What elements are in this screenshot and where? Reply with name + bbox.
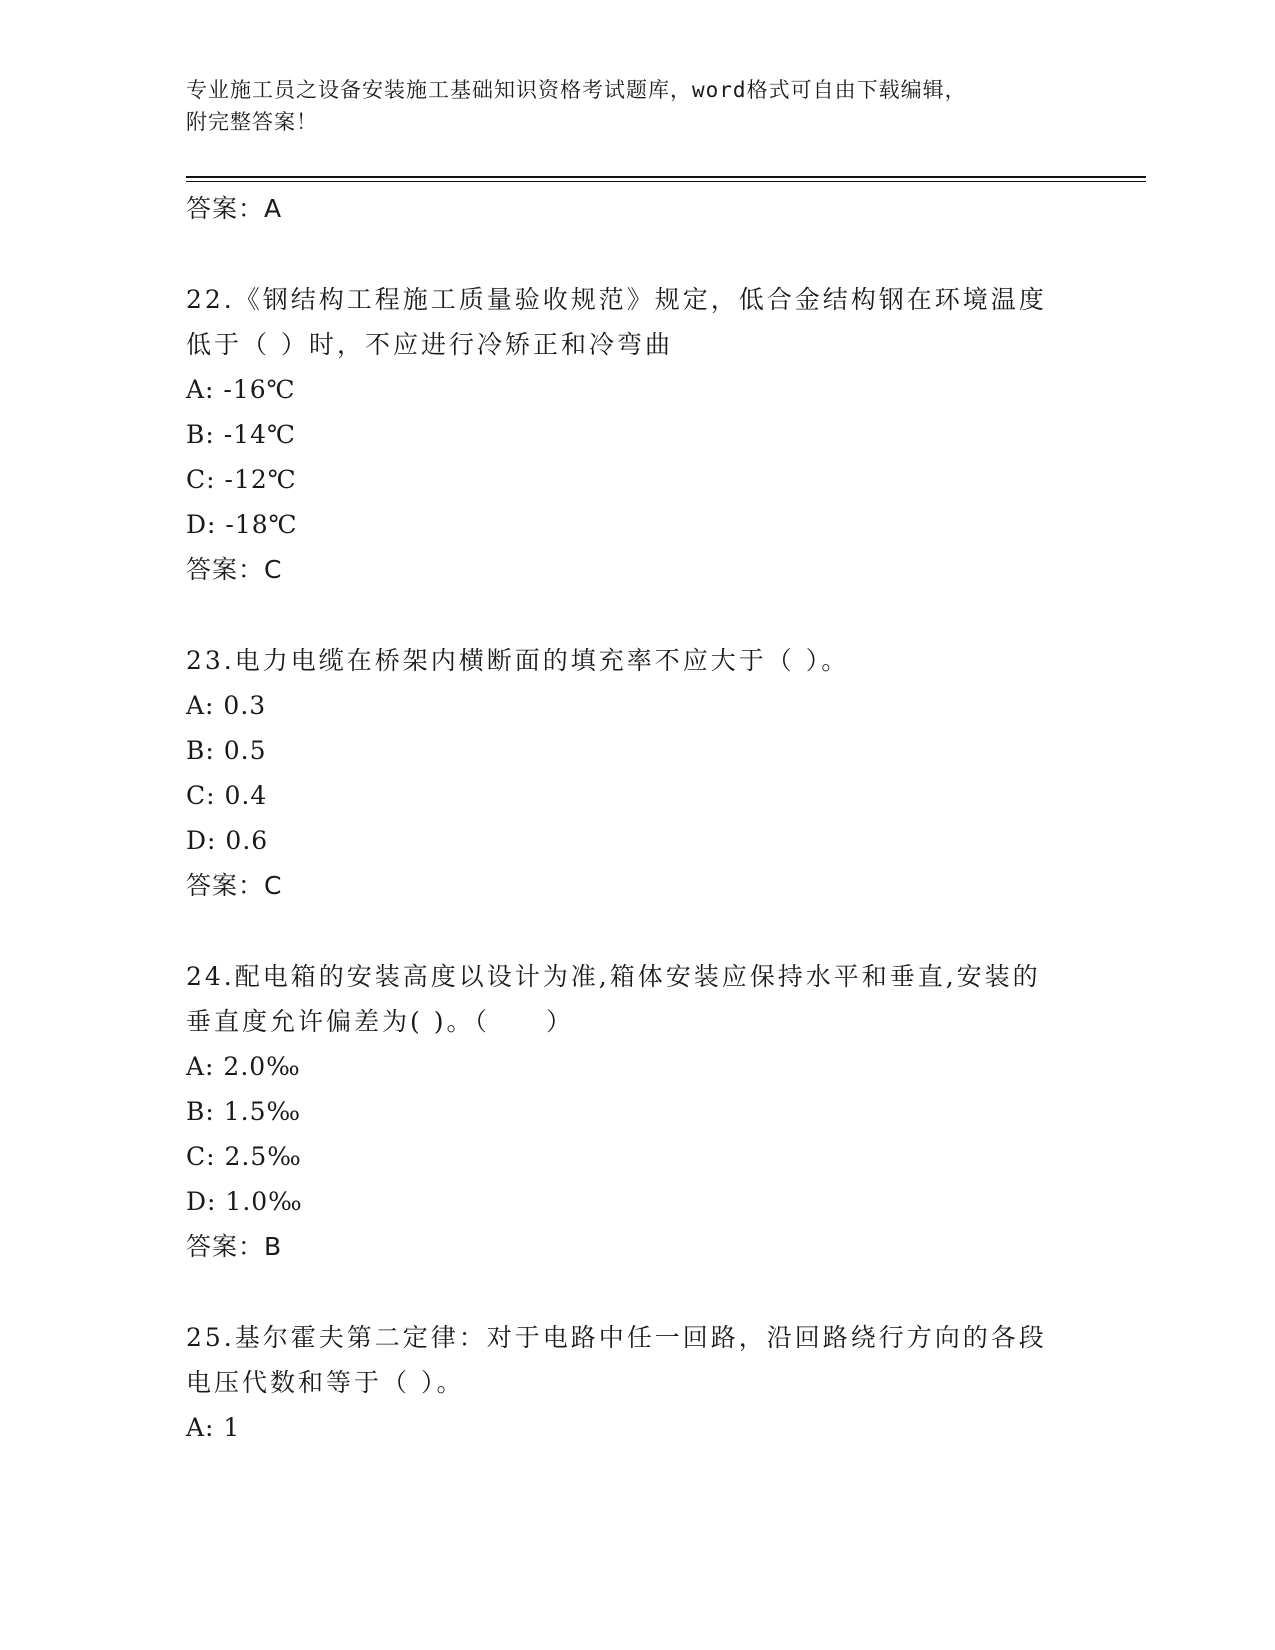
question-25-text-line-1: 25.基尔霍夫第二定律：对于电路中任一回路，沿回路绕行方向的各段	[186, 1323, 1047, 1352]
header-line-2: 附完整答案！	[186, 110, 318, 134]
question-24-answer: 答案：B	[186, 1232, 283, 1261]
header-divider-thin	[186, 181, 1146, 182]
page-header	[186, 74, 1086, 138]
question-23-option-d: D: 0.6	[186, 826, 269, 855]
question-24-option-b: B: 1.5‰	[186, 1097, 302, 1126]
question-23-text-line-1: 23.电力电缆在桥架内横断面的填充率不应大于（ ）。	[186, 646, 850, 675]
question-23	[186, 638, 1146, 908]
question-23-option-c: C: 0.4	[186, 781, 268, 810]
question-24-option-d: D: 1.0‰	[186, 1187, 303, 1216]
question-23-answer: 答案：C	[186, 871, 283, 900]
question-23-option-a: A: 0.3	[186, 691, 267, 720]
question-22-option-b: B: -14℃	[186, 420, 296, 449]
question-23-option-b: B: 0.5	[186, 736, 267, 765]
question-25-text-line-2: 电压代数和等于（ ）。	[186, 1368, 465, 1397]
previous-answer: 答案：A	[186, 194, 283, 223]
question-list	[186, 186, 1146, 1450]
question-22-text-line-2: 低于（ ）时，不应进行冷矫正和冷弯曲	[186, 330, 673, 359]
header-line-1: 专业施工员之设备安装施工基础知识资格考试题库，word格式可自由下载编辑，	[186, 78, 967, 102]
question-22-option-a: A: -16℃	[186, 375, 296, 404]
question-24-option-a: A: 2.0‰	[186, 1052, 301, 1081]
question-24-text-line-1: 24.配电箱的安装高度以设计为准,箱体安装应保持水平和垂直,安装的	[186, 962, 1041, 991]
question-22-option-c: C: -12℃	[186, 465, 297, 494]
question-22-text-line-1: 22.《钢结构工程施工质量验收规范》规定，低合金结构钢在环境温度	[186, 285, 1047, 314]
question-25-option-a: A: 1	[186, 1413, 241, 1442]
question-24-option-c: C: 2.5‰	[186, 1142, 302, 1171]
question-24	[186, 954, 1146, 1269]
header-divider-thick	[186, 176, 1146, 178]
question-25	[186, 1315, 1146, 1450]
question-22	[186, 277, 1146, 592]
question-22-option-d: D: -18℃	[186, 510, 298, 539]
question-24-text-line-2: 垂直度允许偏差为( )。（ ）	[186, 1007, 574, 1036]
question-22-answer: 答案：C	[186, 555, 283, 584]
